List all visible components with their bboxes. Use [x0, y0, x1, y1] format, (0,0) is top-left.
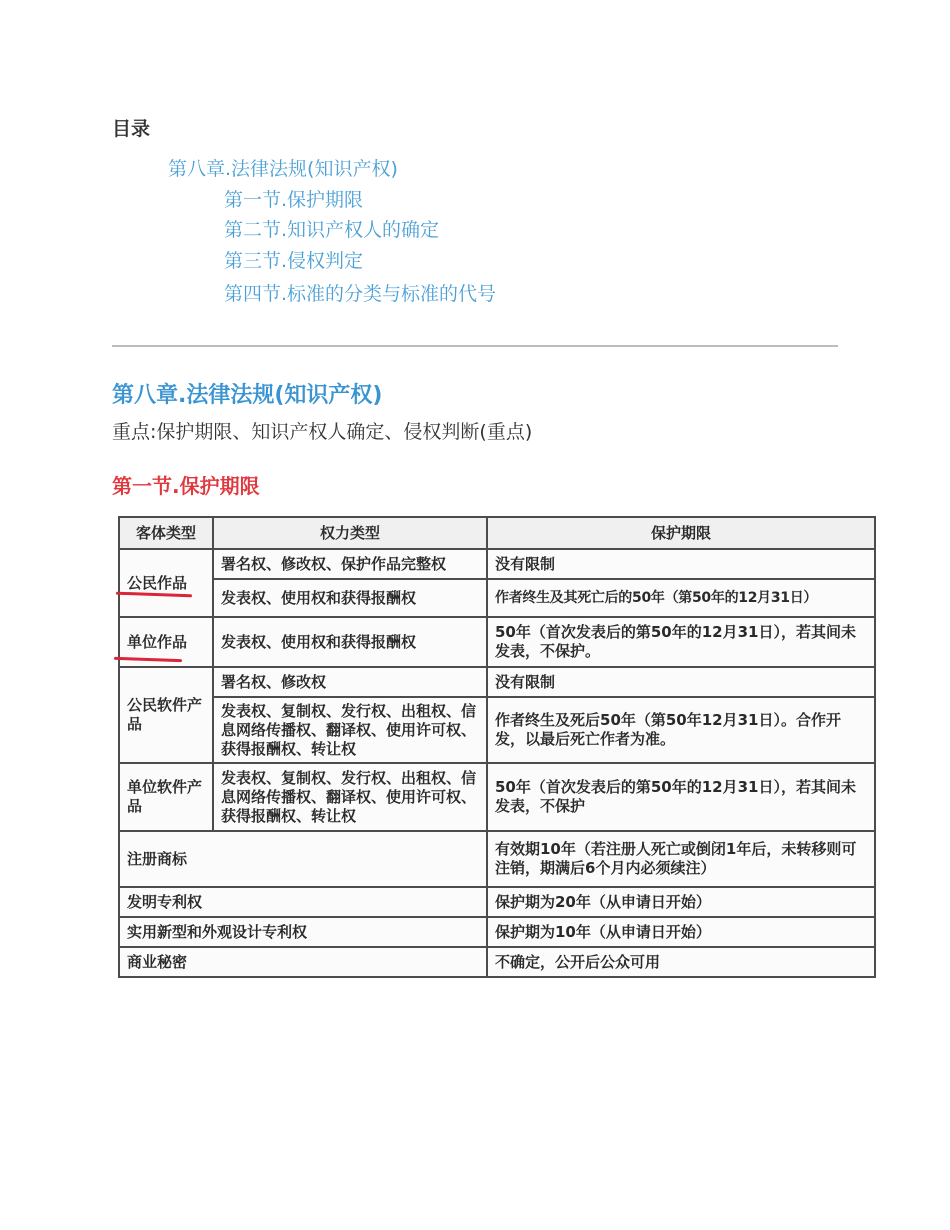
table-row	[119, 579, 875, 617]
object-cell: 单位软件产品	[119, 763, 213, 831]
key-points: 重点:保护期限、知识产权人确定、侵权判断(重点)	[112, 421, 533, 443]
toc-link-chapter-8[interactable]: 第八章.法律法规(知识产权)	[168, 158, 398, 180]
toc-title: 目录	[112, 118, 151, 140]
toc-link-section-4[interactable]: 第四节.标准的分类与标准的代号	[224, 283, 497, 305]
term-cell: 保护期为10年（从申请日开始）	[487, 917, 875, 947]
table-row	[119, 763, 875, 831]
toc-link-section-2[interactable]: 第二节.知识产权人的确定	[224, 219, 440, 241]
table-row	[119, 947, 875, 977]
table-row	[119, 831, 875, 887]
right-cell: 发表权、使用权和获得报酬权	[213, 617, 487, 667]
table-header-row	[119, 517, 875, 549]
object-cell: 注册商标	[119, 831, 487, 887]
term-cell: 不确定，公开后公众可用	[487, 947, 875, 977]
term-cell: 没有限制	[487, 549, 875, 579]
table-row	[119, 667, 875, 697]
table-row	[119, 617, 875, 667]
protection-period-table	[118, 516, 876, 978]
term-cell: 50年（首次发表后的第50年的12月31日），若其间未发表，不保护。	[487, 617, 875, 667]
divider	[112, 345, 838, 347]
right-cell: 署名权、修改权	[213, 667, 487, 697]
right-cell: 署名权、修改权、保护作品完整权	[213, 549, 487, 579]
term-cell: 没有限制	[487, 667, 875, 697]
toc-link-section-1[interactable]: 第一节.保护期限	[224, 189, 364, 211]
right-cell: 发表权、复制权、发行权、出租权、信息网络传播权、翻译权、使用许可权、获得报酬权、转让权	[213, 763, 487, 831]
header-object-type: 客体类型	[119, 517, 213, 549]
right-cell: 发表权、使用权和获得报酬权	[213, 579, 487, 617]
header-protection-term: 保护期限	[487, 517, 875, 549]
term-cell: 有效期10年（若注册人死亡或倒闭1年后，未转移则可注销，期满后6个月内必须续注）	[487, 831, 875, 887]
object-cell: 发明专利权	[119, 887, 487, 917]
toc-link-section-3[interactable]: 第三节.侵权判定	[224, 250, 364, 272]
object-cell: 商业秘密	[119, 947, 487, 977]
table-row	[119, 887, 875, 917]
right-cell: 发表权、复制权、发行权、出租权、信息网络传播权、翻译权、使用许可权、获得报酬权、转让权	[213, 697, 487, 763]
term-cell: 作者终生及死后50年（第50年12月31日）。合作开发，以最后死亡作者为准。	[487, 697, 875, 763]
term-cell: 作者终生及其死亡后的50年（第50年的12月31日）	[487, 579, 875, 617]
chapter-heading: 第八章.法律法规(知识产权)	[112, 383, 383, 408]
section-heading: 第一节.保护期限	[112, 474, 260, 498]
object-cell: 单位作品	[119, 617, 213, 667]
term-cell: 50年（首次发表后的第50年的12月31日），若其间未发表，不保护	[487, 763, 875, 831]
table-row	[119, 549, 875, 579]
object-cell: 公民作品	[119, 549, 213, 617]
header-right-type: 权力类型	[213, 517, 487, 549]
term-cell: 保护期为20年（从申请日开始）	[487, 887, 875, 917]
protection-period-table-image	[118, 516, 874, 976]
table-row	[119, 697, 875, 763]
object-cell: 实用新型和外观设计专利权	[119, 917, 487, 947]
object-cell: 公民软件产品	[119, 667, 213, 763]
table-row	[119, 917, 875, 947]
